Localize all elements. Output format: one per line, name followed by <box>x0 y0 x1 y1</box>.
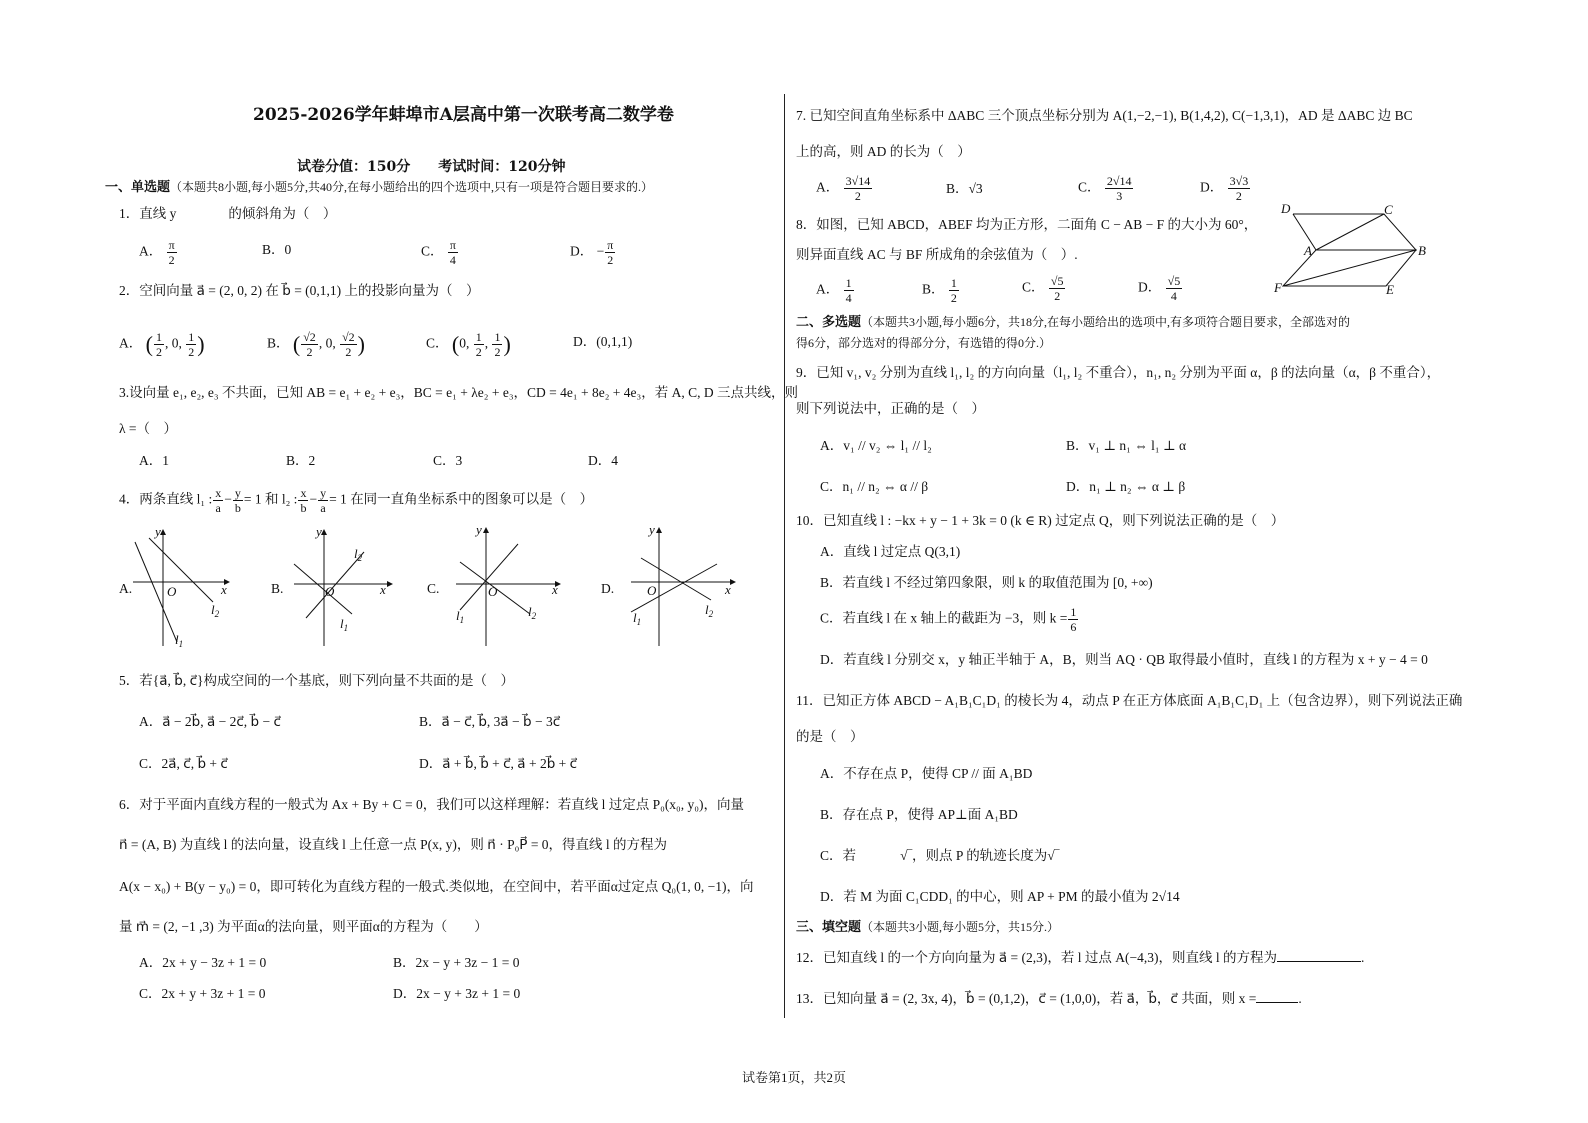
section-single-choice: 一、单选题（本题共8小题,每小题5分,共40分,在每小题给出的四个选项中,只有一项是符合题目要求的.） <box>105 180 654 195</box>
line-l2-label: $l_2$ <box>211 602 220 619</box>
q2-option-c: C． (0, $\frac{1}{2}$ , $\frac{1}{2}$ ) <box>426 330 511 359</box>
q7-line-1: 7. 已知空间直角坐标系中 ΔABC 三个顶点坐标分别为 A(1,−2,−1), B(1,4,2), C(−1,3,1)，AD 是 ΔABC 边 BC <box>796 108 1413 123</box>
q6-option-d: D．2x − y + 3z + 1 = 0 <box>393 986 521 1001</box>
line-l1-label: $l_1$ <box>456 608 465 625</box>
axis-y-label: y <box>476 522 482 537</box>
q5-option-c: C．2a⃗, c⃗, b⃗ + c⃗ <box>139 756 228 771</box>
origin-label: O <box>488 584 498 599</box>
q7-option-d: D． $\frac{3√3}{2}$ <box>1200 174 1249 203</box>
q5-option-a: A．a⃗ − 2b⃗, a⃗ − 2c⃗, b⃗ − c⃗ <box>139 714 281 729</box>
q9-option-d: D．n₁ ⊥ n₂ ⇔ α ⊥ β <box>1066 479 1186 494</box>
q8-line-2: 则异面直线 AC 与 BF 所成角的余弦值为（ ）. <box>796 247 1078 262</box>
q1-option-d: D． − $\frac{\pi}{2}$ <box>570 238 614 267</box>
page-subtitle: 试卷分值：150分 考试时间：120分钟 <box>297 159 566 175</box>
q13-stem: 13．已知向量 a⃗ = (2, 3x, 4)，b⃗ = (0,1,2)，c⃗ = (1,0,0)，若 a⃗，b⃗，c⃗ 共面，则 x = . <box>796 991 1302 1006</box>
q11-option-a: A．不存在点 P，使得 CP // 面 A₁BD <box>820 766 1033 781</box>
q5-option-b: B．a⃗ − c⃗, b⃗, 3a⃗ − b⃗ − 3c⃗ <box>419 714 561 729</box>
q2-option-a: A． ( $\frac{1}{2}$ , 0, $\frac{1}{2}$ ) <box>119 330 205 359</box>
origin-label: O <box>325 584 335 599</box>
q11-option-c: C．若 √‾，则点 P 的轨迹长度为√‾ <box>820 848 1060 863</box>
q6-line-4: 量 m⃗ = (2, −1 ,3) 为平面α的法向量，则平面α的方程为（ ） <box>119 919 488 934</box>
page-footer: 试卷第1页，共2页 <box>741 1070 846 1085</box>
q10-option-d: D．若直线 l 分别交 x，y 轴正半轴于 A，B，则当 AQ · QB 取得最小值时，直线 l 的方程为 x + y − 4 = 0 <box>820 652 1428 667</box>
q6-option-b: B．2x − y + 3z − 1 = 0 <box>393 955 520 970</box>
q4-graph-d <box>627 522 747 650</box>
q11-line-1: 11．已知正方体 ABCD − A₁B₁C₁D₁ 的棱长为 4，动点 P 在正方体底面 A₁B₁C₁D₁ 上（包含边界），则下列说法正确 <box>796 693 1463 708</box>
q6-option-a: A．2x + y − 3z + 1 = 0 <box>139 955 267 970</box>
q3-stem-2: λ =（ ） <box>119 421 178 436</box>
q12-stem: 12．已知直线 l 的一个方向向量为 a⃗ = (2,3)，若 l 过点 A(−4,3)，则直线 l 的方程为 . <box>796 950 1365 965</box>
line-l2-label: $l_2$ <box>528 604 537 621</box>
q9-option-a: A．v₁ // v₂ ⇔ l₁ // l₂ <box>820 438 932 453</box>
q6-line-2: n⃗ = (A, B) 为直线 l 的法向量，设直线 l 上任意一点 P(x, y)，则 n⃗ · P₀P⃗ = 0，得直线 l 的方程为 <box>119 837 668 852</box>
column-divider <box>784 94 785 1018</box>
section-fill-blank: 三、填空题（本题共3小题,每小题5分，共15分.） <box>796 920 1060 935</box>
q4-graph-b <box>288 522 408 650</box>
axis-y-label: y <box>316 524 322 539</box>
q1-option-b: B．0 <box>262 242 292 257</box>
q7-option-c: C． $\frac{2√14}{3}$ <box>1078 174 1132 203</box>
q3-option-a: A．1 <box>139 453 169 468</box>
q8-option-a: A． $\frac{1}{4}$ <box>816 276 852 305</box>
q10-option-c: C．若直线 l 在 x 轴上的截距为 −3，则 k = $\frac{1}{6}$ <box>820 605 1077 634</box>
q9-option-c: C．n₁ // n₂ ⇔ α // β <box>820 479 929 494</box>
q7-option-a: A． $\frac{3√14}{2}$ <box>816 174 871 203</box>
q11-option-d: D．若 M 为面 C₁CDD₁ 的中心，则 AP + PM 的最小值为 2√14 <box>820 889 1180 904</box>
q9-line-2: 则下列说法中，正确的是（ ） <box>796 401 985 416</box>
q4-option-a: A. <box>119 581 133 596</box>
q4-graph-c <box>452 522 572 650</box>
q6-option-c: C．2x + y + 3z + 1 = 0 <box>139 986 266 1001</box>
origin-label: O <box>647 583 657 598</box>
section-multi-choice-note: 得6分，部分选对的得部分分，有选错的得0分.） <box>796 336 1052 350</box>
section-multi-choice: 二、多选题（本题共3小题,每小题6分，共18分,在每小题给出的选项中,有多项符合题目要求，全部选对的 <box>796 315 1351 330</box>
vertex-a-label: A <box>1304 243 1312 258</box>
q6-line-3: A(x − x₀) + B(y − y₀) = 0，即可转化为直线方程的一般式.类似地，在空间中，若平面α过定点 Q₀(1, 0, −1)，向 <box>119 879 754 894</box>
q10-line-1: 10．已知直线 l : −kx + y − 1 + 3k = 0 (k ∈ R) 过定点 Q，则下列说法正确的是（ ） <box>796 513 1285 528</box>
vertex-c-label: C <box>1384 202 1393 217</box>
vertex-b-label: B <box>1418 243 1426 258</box>
axis-y-label: y <box>649 522 655 537</box>
q1-option-a: A． $\frac{\pi}{2}$ <box>139 238 175 267</box>
page-title: 2025-2026学年蚌埠市A层高中第一次联考高二数学卷 <box>253 105 674 125</box>
q3-stem: 3.设向量 e₁, e₂, e₃ 不共面，已知 AB = e₁ + e₂ + e₃，BC = e₁ + λe₂ + e₃，CD = 4e₁ + 8e₂ + 4e₃，若 A, C, D 三点共线，则 <box>119 385 798 400</box>
q8-option-b: B． $\frac{1}{2}$ <box>922 276 957 305</box>
line-l1-label: $l_1$ <box>175 632 184 649</box>
vertex-e-label: E <box>1386 282 1394 297</box>
q4-graph-a <box>125 522 245 650</box>
q4-option-b: B. <box>271 581 284 596</box>
axis-x-label: x <box>725 582 731 597</box>
q9-line-1: 9．已知 v₁, v₂ 分别为直线 l₁, l₂ 的方向向量（l₁, l₂ 不重合），n₁, n₂ 分别为平面 α，β 的法向量（α，β 不重合）， <box>796 365 1441 380</box>
origin-label: O <box>167 584 177 599</box>
q6-line-1: 6．对于平面内直线方程的一般式为 Ax + By + C = 0，我们可以这样理解：若直线 l 过定点 P₀(x₀, y₀)，向量 <box>119 797 744 812</box>
q11-line-2: 的是（ ） <box>796 729 864 744</box>
q10-option-a: A．直线 l 过定点 Q(3,1) <box>820 544 961 559</box>
vertex-f-label: F <box>1274 280 1282 295</box>
q2-option-b: B． ( $\frac{√2}{2}$ , 0, $\frac{√2}{2}$ ) <box>267 330 365 359</box>
q7-line-2: 上的高，则 AD 的长为（ ） <box>796 144 971 159</box>
q2-option-d: D．(0,1,1) <box>573 334 633 349</box>
axis-y-label: y <box>155 524 161 539</box>
q11-option-b: B．存在点 P，使得 AP⊥面 A₁BD <box>820 807 1018 822</box>
q3-option-c: C．3 <box>433 453 463 468</box>
q9-option-b: B．v₁ ⊥ n₁ ⇔ l₁ ⊥ α <box>1066 438 1187 453</box>
q8-line-1: 8．如图，已知 ABCD，ABEF 均为正方形，二面角 C − AB − F 的大小为 60°， <box>796 217 1258 232</box>
q3-option-d: D．4 <box>588 453 618 468</box>
q1-option-c: C． $\frac{\pi}{4}$ <box>421 238 456 267</box>
q8-option-c: C． $\frac{√5}{2}$ <box>1022 274 1064 303</box>
axis-x-label: x <box>221 582 227 597</box>
q12-answer-blank[interactable] <box>1277 949 1361 962</box>
q3-option-b: B．2 <box>286 453 316 468</box>
line-l1-label: $l_1$ <box>340 616 349 633</box>
q8-option-d: D． $\frac{√5}{4}$ <box>1138 274 1181 303</box>
q10-option-b: B．若直线 l 不经过第四象限，则 k 的取值范围为 [0, +∞) <box>820 575 1153 590</box>
q7-option-b: B．√3 <box>946 181 983 196</box>
q13-answer-blank[interactable] <box>1256 990 1298 1003</box>
axis-x-label: x <box>552 582 558 597</box>
line-l2-label: $l_2$ <box>705 602 714 619</box>
q1-stem: 1．直线 y 的倾斜角为（ ） <box>119 206 337 221</box>
q4-stem: 4．两条直线 l₁ : $\frac{x}{a}$ − $\frac{y}{b}$ = 1 和 l₂ : $\frac{x}{b}$ − $\frac{y}{a}$ = 1 在同一直角坐标系中的图象可以是（ ） <box>119 486 594 515</box>
line-l1-label: $l_1$ <box>633 610 642 627</box>
q4-option-d: D. <box>601 581 615 596</box>
line-l2-label: $l_2$ <box>354 546 363 563</box>
vertex-d-label: D <box>1281 201 1291 216</box>
q5-stem: 5．若{a⃗, b⃗, c⃗}构成空间的一个基底，则下列向量不共面的是（ ） <box>119 673 514 688</box>
q5-option-d: D．a⃗ + b⃗, b⃗ + c⃗, a⃗ + 2b⃗ + c⃗ <box>419 756 578 771</box>
q4-option-c: C. <box>427 581 440 596</box>
q2-stem: 2．空间向量 a⃗ = (2, 0, 2) 在 b⃗ = (0,1,1) 上的投影向量为（ ） <box>119 283 480 298</box>
axis-x-label: x <box>380 582 386 597</box>
q8-figure <box>1270 198 1440 298</box>
